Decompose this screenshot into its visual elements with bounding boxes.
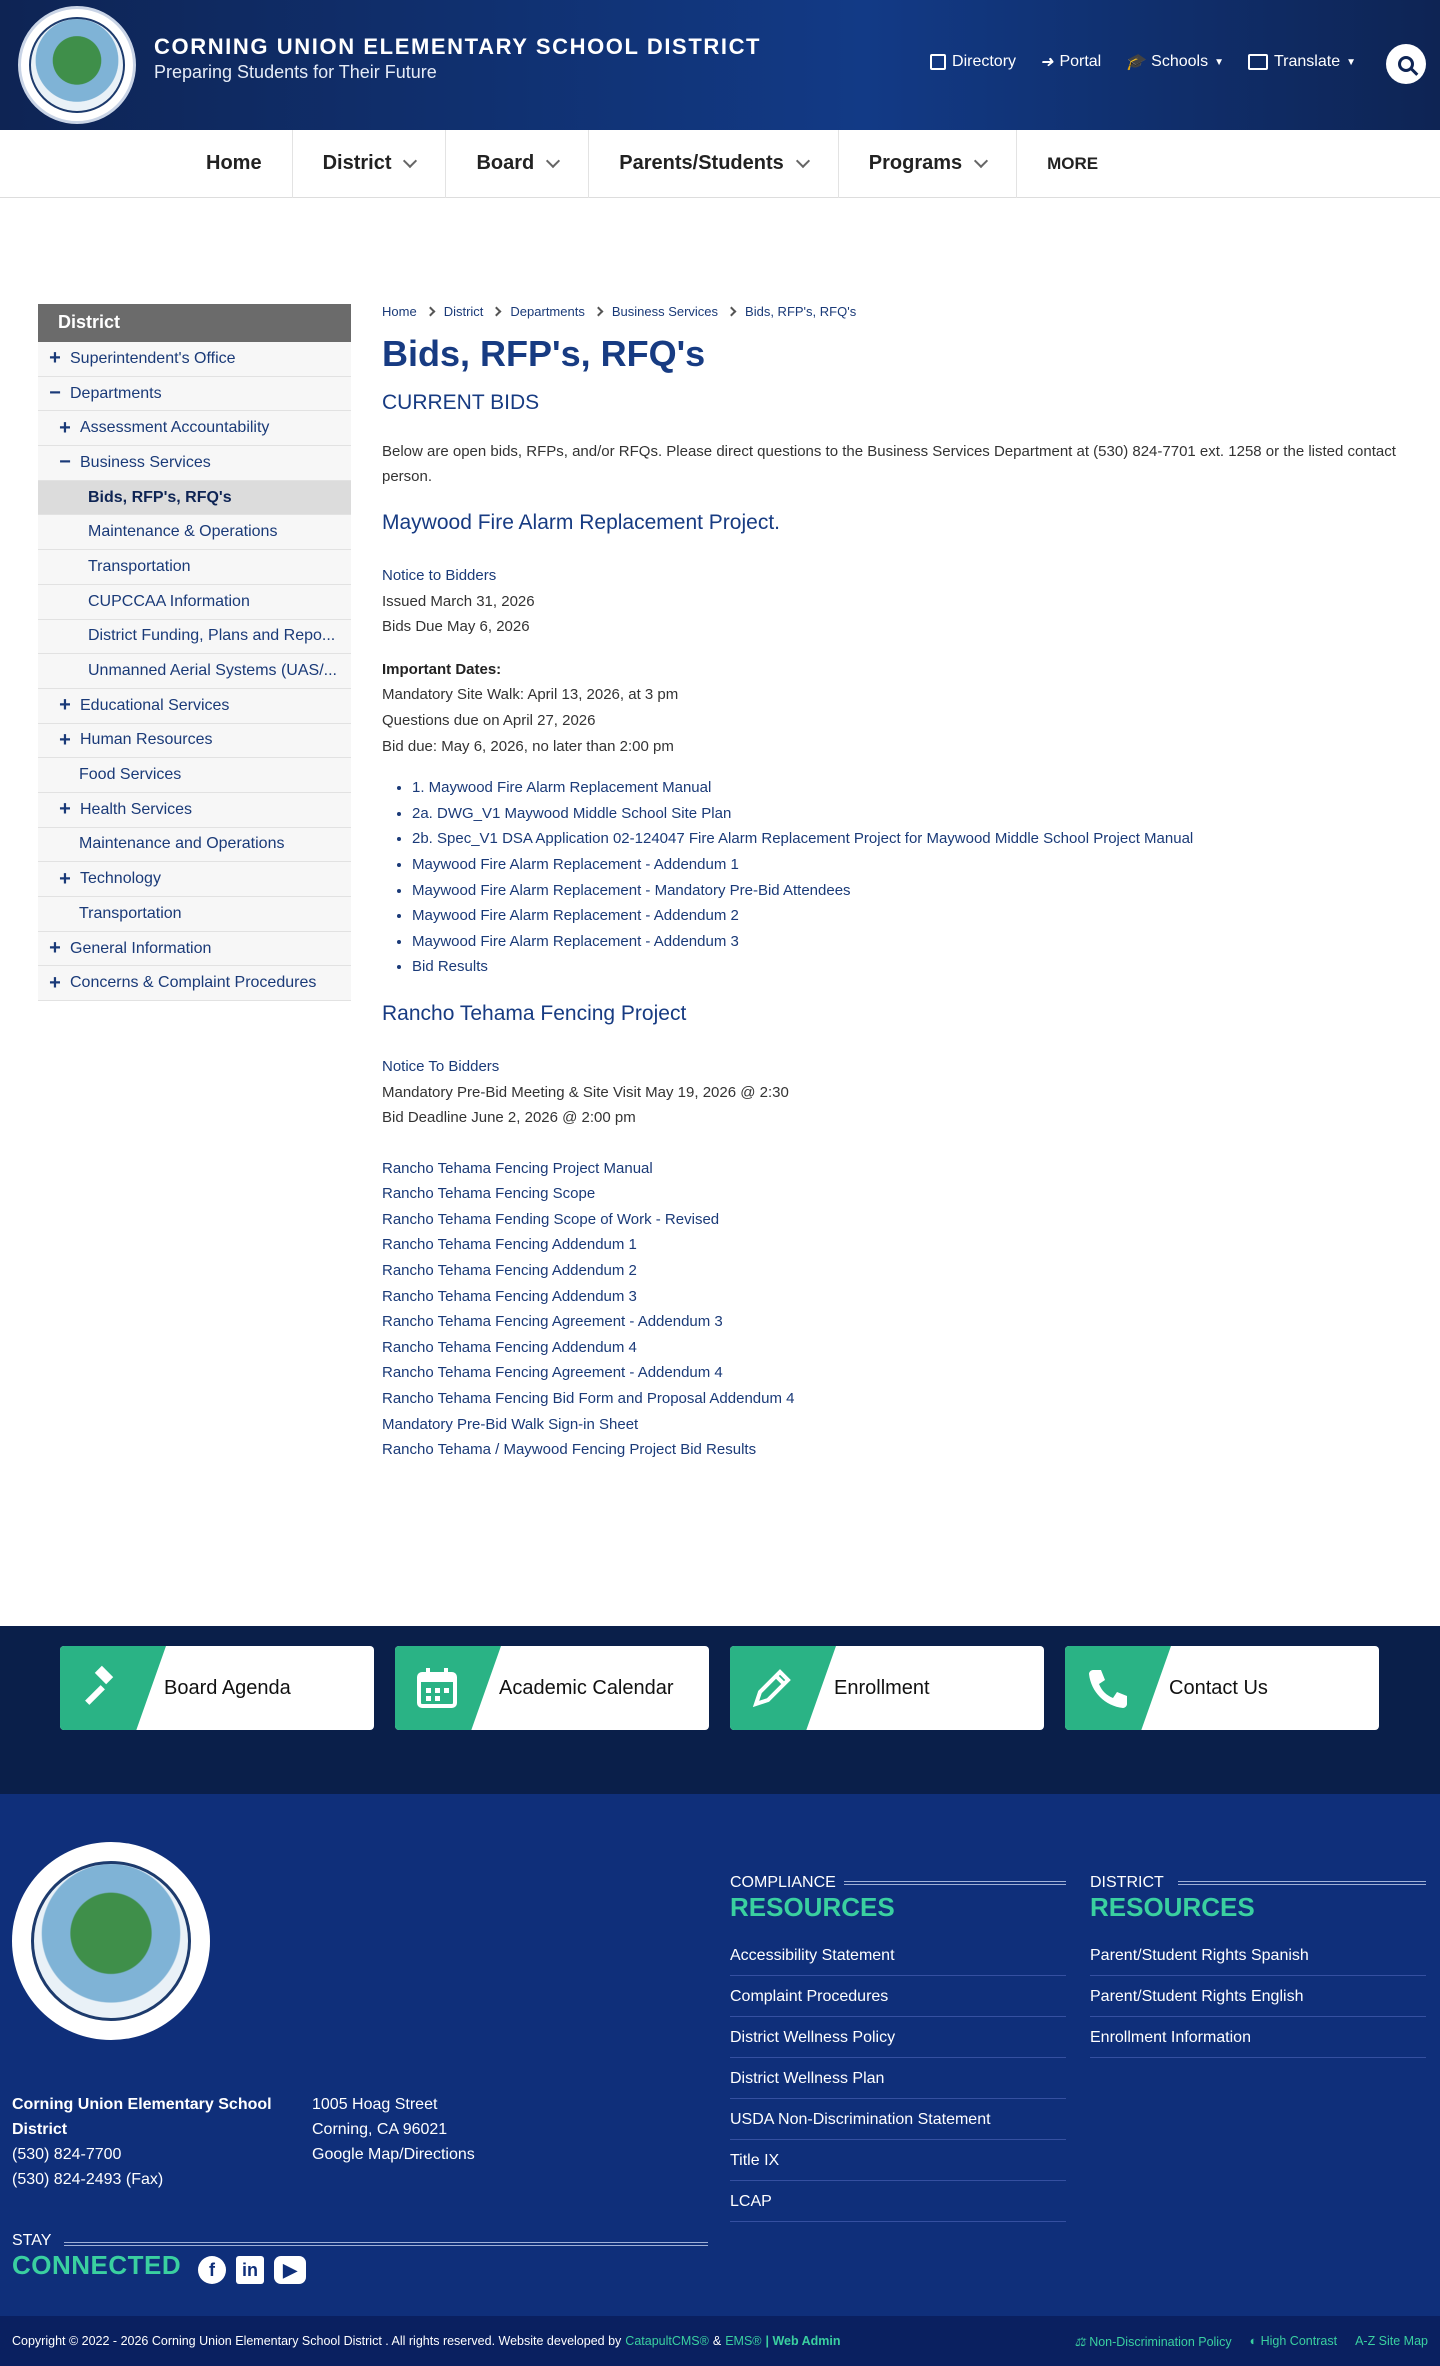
chevron-right-icon [593, 307, 603, 317]
sidebar-item[interactable]: − Business Services [38, 446, 351, 481]
chevron-down-icon [796, 153, 810, 167]
project-documents [382, 1156, 1402, 1463]
sidebar-item-active[interactable]: Bids, RFP's, RFQ's [38, 481, 351, 516]
gavel-icon [60, 1646, 166, 1730]
academic-calendar-button[interactable]: Academic Calendar [395, 1646, 709, 1730]
district-tagline: Preparing Students for Their Future [154, 62, 437, 82]
issued-date: Issued March 31, 2026 [382, 592, 535, 610]
important-dates [382, 657, 1402, 759]
youtube-icon[interactable]: ▶ [274, 2256, 306, 2284]
document-link[interactable]: Rancho Tehama Fencing Agreement - Addendum 3 [382, 1313, 723, 1331]
expand-icon[interactable]: + [59, 867, 71, 890]
breadcrumb-district[interactable]: District [443, 304, 484, 319]
ems-link[interactable]: EMS® [725, 2334, 762, 2348]
copyright-bar: Copyright © 2022 - 2026 Corning Union Elementary School District . All rights reserved. Website developed by CatapultCMS® & EMS® | Web Admin ⚖ Non-Discrimination Policy ◐ High Contrast A-Z Site Map [0, 2316, 1440, 2366]
notice-to-bidders-link[interactable]: Notice to Bidders [382, 567, 497, 584]
chevron-down-icon [403, 153, 417, 167]
sidebar-item[interactable]: + Educational Services [38, 689, 351, 724]
document-link[interactable]: Rancho Tehama Fencing Project Manual [382, 1159, 653, 1177]
nav-board[interactable]: Board [446, 130, 589, 198]
district-resources: DISTRICT RESOURCES Parent/Student Rights Spanish Parent/Student Rights English Enrollment Information [1090, 1874, 1426, 2058]
due-date: Bids Due May 6, 2026 [382, 618, 530, 636]
main-nav [0, 130, 1440, 198]
footer-district-name: Corning Union Elementary School District [12, 2096, 272, 2138]
fax-number: (530) 824-2493 (Fax) [12, 2171, 164, 2188]
sidebar-item[interactable]: Food Services [38, 758, 351, 793]
search-button[interactable] [1386, 44, 1426, 84]
board-agenda-button[interactable]: Board Agenda [60, 1646, 374, 1730]
site-footer [0, 1794, 1440, 2366]
main-content [382, 304, 1402, 1463]
project-title: Maywood Fire Alarm Replacement Project. [382, 511, 780, 534]
facebook-icon[interactable]: f [198, 2256, 226, 2284]
document-link[interactable]: • Bid Results [412, 954, 1402, 980]
sign-in-icon: ➜ [1040, 54, 1054, 71]
sidebar-item[interactable]: + Health Services [38, 793, 351, 828]
breadcrumb-home[interactable]: Home [382, 304, 417, 319]
document-link[interactable]: Rancho Tehama Fencing Addendum 3 [382, 1287, 637, 1305]
sidebar-item[interactable]: + Assessment Accountability [38, 411, 351, 446]
schools-dropdown[interactable]: 🎓 Schools ▼ [1125, 53, 1224, 71]
sidebar-item[interactable]: District Funding, Plans and Repo... [38, 620, 351, 655]
district-logo[interactable] [18, 6, 136, 124]
nav-home[interactable]: Home [176, 130, 293, 198]
footer-address: 1005 Hoag Street Corning, CA 96021 Google Map/Directions [312, 2092, 475, 2167]
expand-icon[interactable]: + [49, 937, 61, 960]
district-name[interactable]: CORNING UNION ELEMENTARY SCHOOL DISTRICT [154, 34, 762, 59]
collapse-icon[interactable]: − [59, 451, 71, 474]
document-link[interactable]: • 1. Maywood Fire Alarm Replacement Manual [412, 775, 1402, 801]
footer-link[interactable]: USDA Non-Discrimination Statement [730, 2099, 1066, 2140]
date-line: Bid due: May 6, 2026, no later than 2:00 pm [382, 737, 674, 755]
document-link[interactable]: Rancho Tehama Fencing Addendum 2 [382, 1262, 637, 1280]
sidebar [38, 304, 351, 1001]
contact-us-button[interactable]: Contact Us [1065, 1646, 1379, 1730]
page-subtitle: CURRENT BIDS [382, 391, 540, 414]
nav-more[interactable]: MORE [1047, 153, 1099, 173]
translate-icon [1248, 54, 1268, 70]
caret-down-icon: ▼ [1214, 56, 1224, 68]
sidebar-item[interactable]: Transportation [38, 897, 351, 932]
sidebar-item[interactable]: + Technology [38, 862, 351, 897]
notice-to-bidders-link[interactable]: Notice To Bidders [382, 1057, 500, 1075]
footer-link[interactable]: LCAP [730, 2181, 1066, 2222]
breadcrumb [382, 304, 1402, 319]
meeting-date: Mandatory Pre-Bid Meeting & Site Visit May 19, 2026 @ 2:30 [382, 1083, 789, 1101]
document-link[interactable]: • 2a. DWG_V1 Maywood Middle School Site Plan [412, 801, 1402, 827]
footer-link[interactable]: Complaint Procedures [730, 1976, 1066, 2017]
directory-icon [930, 54, 946, 70]
expand-icon[interactable]: + [59, 416, 71, 439]
sidebar-item[interactable]: + Concerns & Complaint Procedures [38, 966, 351, 1001]
expand-icon[interactable]: + [59, 728, 71, 751]
calendar-icon [395, 1646, 501, 1730]
footer-phone [12, 2142, 163, 2192]
search-icon [1398, 56, 1414, 72]
map-directions-link[interactable]: Google Map/Directions [312, 2146, 475, 2163]
non-discrimination-link[interactable]: ⚖ Non-Discrimination Policy [1074, 2334, 1232, 2349]
sidebar-title[interactable]: District [38, 304, 351, 342]
chevron-down-icon [974, 153, 988, 167]
sidebar-item[interactable]: + Superintendent's Office [38, 342, 351, 377]
compliance-resources: COMPLIANCE RESOURCES Accessibility Statement Complaint Procedures District Wellness Policy District Wellness Plan USDA Non-Discrimination Statement Title IX LCAP [730, 1874, 1066, 2222]
site-map-link[interactable]: A-Z Site Map [1355, 2333, 1428, 2348]
footer-link[interactable]: Enrollment Information [1090, 2017, 1426, 2058]
chevron-right-icon [727, 307, 737, 317]
intro-text: Below are open bids, RFPs, and/or RFQs. Please direct questions to the Business Services Department at (530) 824-7701 ext. 1258 or the listed contact person. [382, 443, 1396, 485]
document-link[interactable]: • 2b. Spec_V1 DSA Application 02-124047 Fire Alarm Replacement Project for Maywood Middle School Project Manual [412, 826, 1402, 852]
chevron-right-icon [425, 307, 435, 317]
date-line: Mandatory Site Walk: April 13, 2026, at 3 pm [382, 686, 679, 704]
document-link[interactable]: Rancho Tehama Fencing Bid Form and Proposal Addendum 4 [382, 1390, 795, 1408]
catapult-link[interactable]: CatapultCMS® [625, 2334, 709, 2348]
translate-dropdown[interactable]: Translate ▼ [1248, 52, 1356, 72]
social-links [198, 2256, 306, 2284]
project-documents [382, 775, 1402, 980]
nav-parents-students[interactable]: Parents/Students [589, 130, 838, 198]
content-area [0, 198, 1440, 1626]
collapse-icon[interactable]: − [49, 382, 61, 405]
nav-programs[interactable]: Programs [839, 130, 1017, 198]
page-title: Bids, RFP's, RFQ's [382, 333, 706, 374]
sidebar-item[interactable]: Transportation [38, 550, 351, 585]
pencil-icon [730, 1646, 836, 1730]
sidebar-item[interactable]: Unmanned Aerial Systems (UAS/... [38, 654, 351, 689]
document-link[interactable]: • Maywood Fire Alarm Replacement - Addendum 3 [412, 929, 1402, 955]
footer-link[interactable]: Accessibility Statement [730, 1935, 1066, 1976]
quick-links [0, 1626, 1440, 1794]
breadcrumb-business-services[interactable]: Business Services [611, 304, 719, 319]
sidebar-item[interactable]: + Human Resources [38, 724, 351, 759]
site-header [0, 0, 1440, 130]
phone-icon [1065, 1646, 1171, 1730]
sidebar-item[interactable]: Maintenance & Operations [38, 515, 351, 550]
scale-icon: ⚖ [1074, 2334, 1090, 2349]
caret-down-icon: ▼ [1346, 56, 1356, 68]
project-info [382, 1054, 1402, 1131]
sidebar-item[interactable]: + General Information [38, 932, 351, 967]
portal-link[interactable]: ➜ Portal [1040, 53, 1102, 71]
enrollment-button[interactable]: Enrollment [730, 1646, 1044, 1730]
footer-logo[interactable] [12, 1842, 210, 2040]
expand-icon[interactable]: + [49, 971, 61, 994]
document-link[interactable]: Rancho Tehama Fencing Addendum 1 [382, 1236, 637, 1254]
sidebar-item[interactable]: CUPCCAA Information [38, 585, 351, 620]
chevron-right-icon [492, 307, 502, 317]
high-contrast-toggle[interactable]: ◐ High Contrast [1249, 2333, 1338, 2348]
web-admin-link[interactable]: | Web Admin [765, 2334, 841, 2348]
graduation-cap-icon: 🎓 [1125, 54, 1146, 71]
document-link[interactable]: • Maywood Fire Alarm Replacement - Addendum 2 [412, 903, 1402, 929]
breadcrumb-departments[interactable]: Departments [510, 304, 585, 319]
contrast-icon: ◐ [1249, 2333, 1261, 2348]
expand-icon[interactable]: + [59, 694, 71, 717]
document-link[interactable]: • Maywood Fire Alarm Replacement - Addendum 1 [412, 852, 1402, 878]
sidebar-item[interactable]: − Departments [38, 377, 351, 412]
document-link[interactable]: Rancho Tehama Fencing Addendum 4 [382, 1338, 637, 1356]
important-dates-label: Important Dates: [382, 660, 502, 678]
nav-district[interactable]: District [293, 130, 447, 198]
phone-number[interactable]: (530) 824-7700 [12, 2146, 122, 2163]
project-info [382, 563, 1402, 640]
breadcrumb-current[interactable]: Bids, RFP's, RFQ's [745, 304, 857, 319]
footer-link[interactable]: Title IX [730, 2140, 1066, 2181]
utility-nav [930, 52, 1356, 72]
document-link[interactable]: Rancho Tehama Fencing Agreement - Addendum 4 [382, 1364, 723, 1382]
deadline-date: Bid Deadline June 2, 2026 @ 2:00 pm [382, 1109, 636, 1127]
footer-link[interactable]: District Wellness Plan [730, 2058, 1066, 2099]
project-title: Rancho Tehama Fencing Project [382, 1001, 687, 1025]
chevron-down-icon [546, 153, 560, 167]
footer-link[interactable]: District Wellness Policy [730, 2017, 1066, 2058]
footer-link[interactable]: Parent/Student Rights English [1090, 1976, 1426, 2017]
document-link[interactable]: Rancho Tehama Fencing Scope [382, 1185, 596, 1203]
date-line: Questions due on April 27, 2026 [382, 711, 596, 729]
document-link[interactable]: Rancho Tehama Fending Scope of Work - Revised [382, 1210, 720, 1228]
linkedin-icon[interactable]: in [236, 2256, 264, 2284]
directory-link[interactable]: Directory [930, 52, 1016, 72]
sidebar-item[interactable]: Maintenance and Operations [38, 828, 351, 863]
expand-icon[interactable]: + [49, 347, 61, 370]
expand-icon[interactable]: + [59, 798, 71, 821]
stay-connected: STAY CONNECTED [12, 2232, 708, 2281]
document-link[interactable]: Rancho Tehama / Maywood Fencing Project Bid Results [382, 1441, 757, 1459]
document-link[interactable]: • Maywood Fire Alarm Replacement - Mandatory Pre-Bid Attendees [412, 878, 1402, 904]
document-link[interactable]: Mandatory Pre-Bid Walk Sign-in Sheet [382, 1415, 639, 1433]
footer-link[interactable]: Parent/Student Rights Spanish [1090, 1935, 1426, 1976]
